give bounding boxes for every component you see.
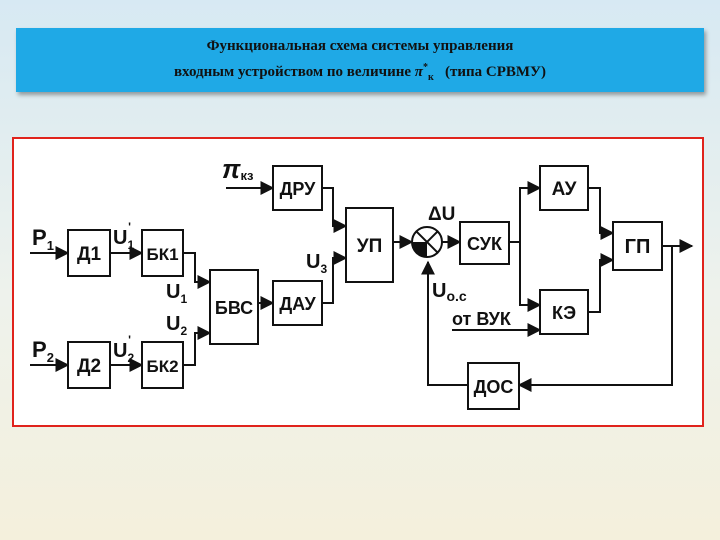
label-dau: ДАУ bbox=[279, 294, 316, 314]
signal-u-oc: $U_{о.с}$ bbox=[432, 280, 467, 304]
title-sub: к bbox=[427, 72, 434, 83]
label-d2: Д2 bbox=[76, 356, 102, 377]
arrow-au-gp bbox=[588, 188, 613, 233]
title-sup: * bbox=[422, 62, 428, 73]
label-ke: КЭ bbox=[551, 303, 577, 323]
arrow-suk-au bbox=[509, 188, 540, 242]
signal-ot-vuk: от ВУК bbox=[452, 309, 511, 329]
arrow-bk1-bvs bbox=[183, 253, 210, 282]
label-bk1: БК1 bbox=[146, 245, 179, 264]
label-au: АУ bbox=[551, 179, 577, 200]
signal-u3: $U_3$ bbox=[306, 251, 328, 276]
signal-p2: $P_2$ bbox=[32, 337, 54, 365]
label-dru: ДРУ bbox=[279, 179, 316, 199]
signal-pi-kz: πкз bbox=[222, 154, 254, 184]
label-bvs: БВС bbox=[214, 298, 254, 318]
label-d1: Д1 bbox=[76, 244, 102, 265]
signal-u1-prime: $U_1'$ bbox=[113, 220, 135, 252]
label-dos: ДОС bbox=[473, 377, 514, 397]
signal-u2-prime: $U_2'$ bbox=[113, 333, 135, 365]
label-suk: СУК bbox=[467, 234, 502, 254]
signal-p1: $P_1$ bbox=[32, 225, 54, 253]
signal-delta-u: ΔU bbox=[428, 204, 456, 225]
signal-u1: $U_1$ bbox=[166, 281, 188, 306]
arrow-ke-gp bbox=[588, 260, 613, 312]
title-suffix: (типа СРВМУ) bbox=[444, 64, 547, 80]
label-up: УП bbox=[356, 236, 383, 257]
label-bk2: БК2 bbox=[146, 357, 179, 376]
comparator bbox=[412, 227, 442, 257]
label-gp: ГП bbox=[624, 236, 651, 258]
title-pi-symbol: π bbox=[414, 64, 423, 80]
title-line-1: Функциональная схема системы управления bbox=[206, 38, 514, 54]
arrow-dru-up bbox=[322, 188, 346, 226]
signal-u2: $U_2$ bbox=[166, 313, 188, 338]
title-prefix: входным устройством по величине bbox=[173, 64, 412, 80]
arrow-suk-ke bbox=[509, 242, 540, 305]
